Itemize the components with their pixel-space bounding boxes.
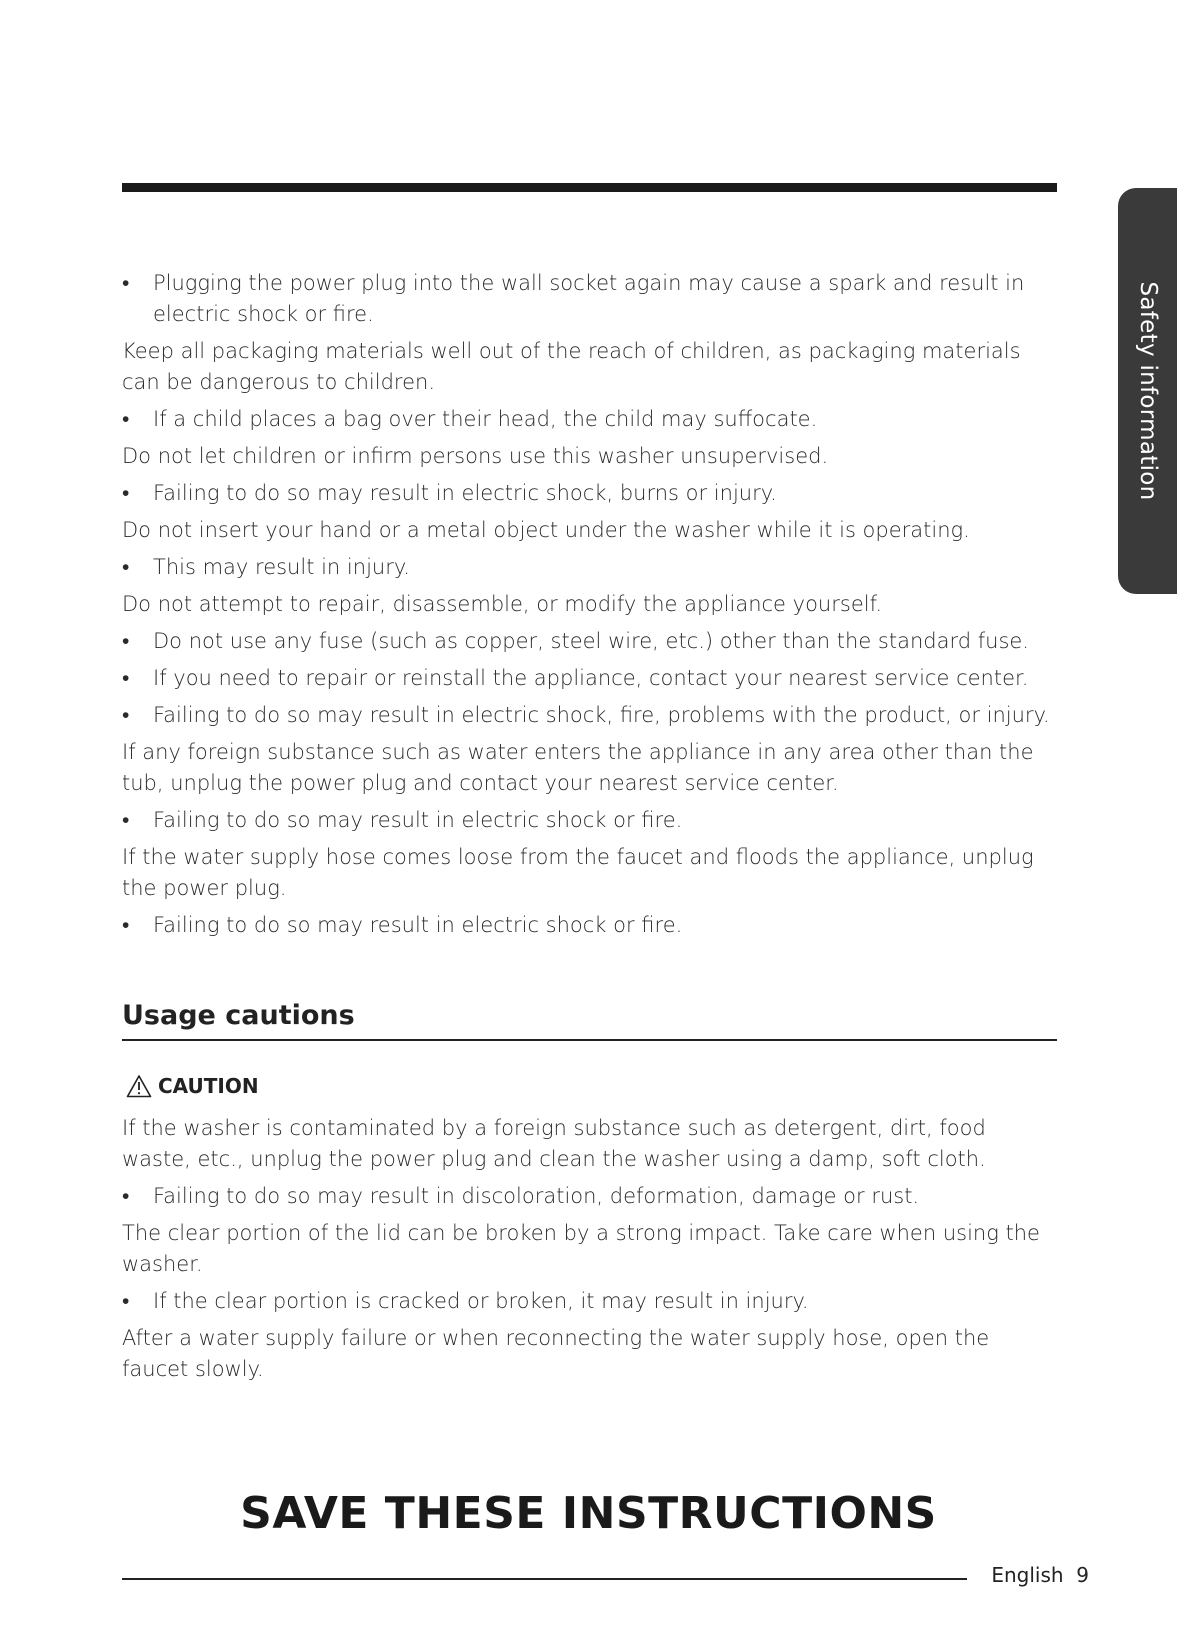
paragraph: The clear portion of the lid can be broken by a strong impact. Take care when using the washer. — [122, 1221, 1040, 1276]
paragraph: Keep all packaging materials well out of the reach of children, as packaging materials can be dangerous to children. — [122, 339, 1021, 394]
bullet-text: Plugging the power plug into the wall socket again may cause a spark and result in electric shock or fire. — [153, 271, 1025, 326]
bullet-dot-icon: • — [122, 271, 130, 295]
save-instructions-banner: SAVE THESE INSTRUCTIONS — [240, 1488, 937, 1539]
bullet-dot-icon: • — [122, 1184, 130, 1208]
section-heading: Usage cautions — [122, 1000, 1057, 1041]
safety-text-block — [122, 268, 1057, 947]
caution-text: CAUTION — [158, 1074, 259, 1098]
paragraph: After a water supply failure or when reconnecting the water supply hose, open the faucet slowly. — [122, 1326, 990, 1381]
bullet-item — [122, 552, 1057, 583]
bullet-item — [122, 910, 1057, 941]
bullet-dot-icon: • — [122, 1289, 130, 1313]
side-tab-safety-information — [1118, 188, 1177, 594]
bullet-text: Failing to do so may result in discoloration, deformation, damage or rust. — [153, 1184, 920, 1208]
page-footer — [991, 1563, 1089, 1587]
warning-triangle-icon — [126, 1074, 152, 1098]
usage-cautions-text-block — [122, 1113, 1057, 1391]
bullet-dot-icon: • — [122, 913, 130, 937]
bullet-item — [122, 268, 1057, 330]
bullet-text: Do not use any fuse (such as copper, steel wire, etc.) other than the standard fuse. — [153, 629, 1029, 653]
paragraph: Do not attempt to repair, disassemble, or modify the appliance yourself. — [122, 592, 883, 616]
bullet-text: Failing to do so may result in electric shock or fire. — [153, 913, 683, 937]
bullet-item — [122, 1286, 1057, 1317]
bullet-text: If the clear portion is cracked or broken, it may result in injury. — [153, 1289, 809, 1313]
footer-language: English — [991, 1563, 1064, 1587]
bullet-text: Failing to do so may result in electric shock or fire. — [153, 808, 683, 832]
footer-divider — [122, 1578, 967, 1580]
bullet-item — [122, 805, 1057, 836]
paragraph: If the washer is contaminated by a foreign substance such as detergent, dirt, food waste, etc., unplug the power plug and clean the washer using a damp, soft cloth. — [122, 1116, 986, 1171]
bullet-dot-icon: • — [122, 629, 130, 653]
bullet-text: If you need to repair or reinstall the appliance, contact your nearest service center. — [153, 666, 1029, 690]
bullet-dot-icon: • — [122, 555, 130, 579]
bullet-item — [122, 1181, 1057, 1212]
bullet-item — [122, 626, 1057, 657]
bullet-text: This may result in injury. — [153, 555, 410, 579]
top-divider — [122, 183, 1057, 192]
bullet-dot-icon: • — [122, 666, 130, 690]
bullet-dot-icon: • — [122, 407, 130, 431]
bullet-text: Failing to do so may result in electric shock, fire, problems with the product, or injury. — [153, 703, 1050, 727]
bullet-item — [122, 700, 1057, 731]
paragraph: If the water supply hose comes loose from the faucet and floods the appliance, unplug the power plug. — [122, 845, 1034, 900]
paragraph: Do not let children or infirm persons use this washer unsupervised. — [122, 444, 829, 468]
bullet-dot-icon: • — [122, 808, 130, 832]
side-tab-label: Safety information — [1134, 281, 1161, 501]
bullet-item — [122, 663, 1057, 694]
bullet-text: If a child places a bag over their head, the child may suffocate. — [153, 407, 818, 431]
paragraph: If any foreign substance such as water enters the appliance in any area other than the tub, unplug the power plug and contact your nearest service center. — [122, 740, 1034, 795]
bullet-item — [122, 478, 1057, 509]
paragraph: Do not insert your hand or a metal object under the washer while it is operating. — [122, 518, 970, 542]
bullet-item — [122, 404, 1057, 435]
bullet-text: Failing to do so may result in electric shock, burns or injury. — [153, 481, 777, 505]
page-number: 9 — [1076, 1563, 1089, 1587]
bullet-dot-icon: • — [122, 481, 130, 505]
caution-label — [126, 1074, 259, 1098]
bullet-dot-icon: • — [122, 703, 130, 727]
